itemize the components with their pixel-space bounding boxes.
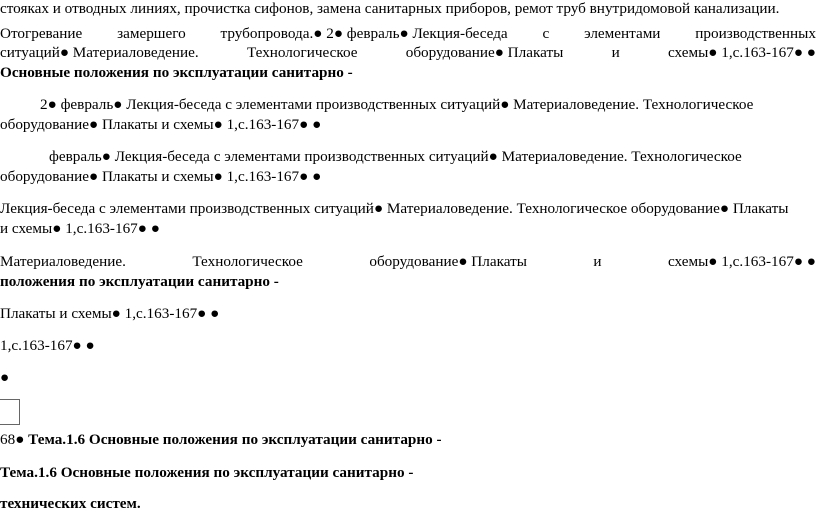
- text-line-3: [0, 43, 816, 63]
- text-line-8: оборудованиe● Плакаты и схемы● 1,с.163-167● ●: [0, 168, 322, 185]
- word: и: [611, 44, 620, 61]
- word: Технологическое: [246, 44, 358, 61]
- word: Материаловедение.: [0, 253, 126, 270]
- text-line-9: Лекция-беседа с элементами производственных ситуаций● Материаловедение. Технологическое оборудованиe● Плакаты: [0, 200, 789, 217]
- topic-title: Тема.1.6 Основные положения по эксплуатации санитарно -: [28, 431, 442, 448]
- topic-subtitle-line: технических систем.: [0, 495, 141, 512]
- word: трубопровода.● 2● февраль● Лекция-беседа: [220, 25, 508, 42]
- word: замершего: [117, 25, 186, 42]
- text-line-2: [0, 24, 816, 44]
- word: производственных: [695, 25, 816, 42]
- topic-line: [0, 430, 442, 450]
- word: оборудованиe● Плакаты: [405, 44, 564, 61]
- text-line-10: и схемы● 1,с.163-167● ●: [0, 220, 160, 237]
- word: Отогревание: [0, 25, 83, 42]
- bullet-line: ●: [0, 369, 10, 386]
- word: элементами: [584, 25, 661, 42]
- text-line-7: февраль● Лекция-беседа с элементами производственных ситуаций● Материаловедение. Технологическое: [49, 148, 742, 165]
- bold-heading-line: Основные положения по эксплуатации санитарно -: [0, 64, 353, 81]
- topic-title-line: Тема.1.6 Основные положения по эксплуатации санитарно -: [0, 464, 414, 481]
- page-number: 68●: [0, 431, 25, 448]
- word: схемы● 1,с.163-167● ●: [668, 253, 816, 270]
- text-line-13: Плакаты и схемы● 1,с.163-167● ●: [0, 305, 220, 322]
- text-line-1: стояках и отводных линиях, прочистка сифонов, замена санитарных приборов, ремот труб внутридомовой канализации.: [0, 0, 780, 17]
- word: схемы● 1,с.163-167● ●: [667, 44, 816, 61]
- word: оборудованиe● Плакаты: [369, 253, 527, 270]
- text-line-11: [0, 252, 816, 272]
- word: с: [542, 25, 550, 42]
- word: ситуаций● Материаловедение.: [0, 44, 199, 61]
- word: и: [593, 253, 602, 270]
- text-line-6: оборудованиe● Плакаты и схемы● 1,с.163-167● ●: [0, 116, 322, 133]
- table-cell-border: [0, 399, 20, 425]
- word: Технологическое: [192, 253, 303, 270]
- text-line-5: 2● февраль● Лекция-беседа с элементами производственных ситуаций● Материаловедение. Технологическое: [40, 96, 754, 113]
- text-line-14: 1,с.163-167● ●: [0, 337, 95, 354]
- bold-heading-line: положения по эксплуатации санитарно -: [0, 273, 279, 290]
